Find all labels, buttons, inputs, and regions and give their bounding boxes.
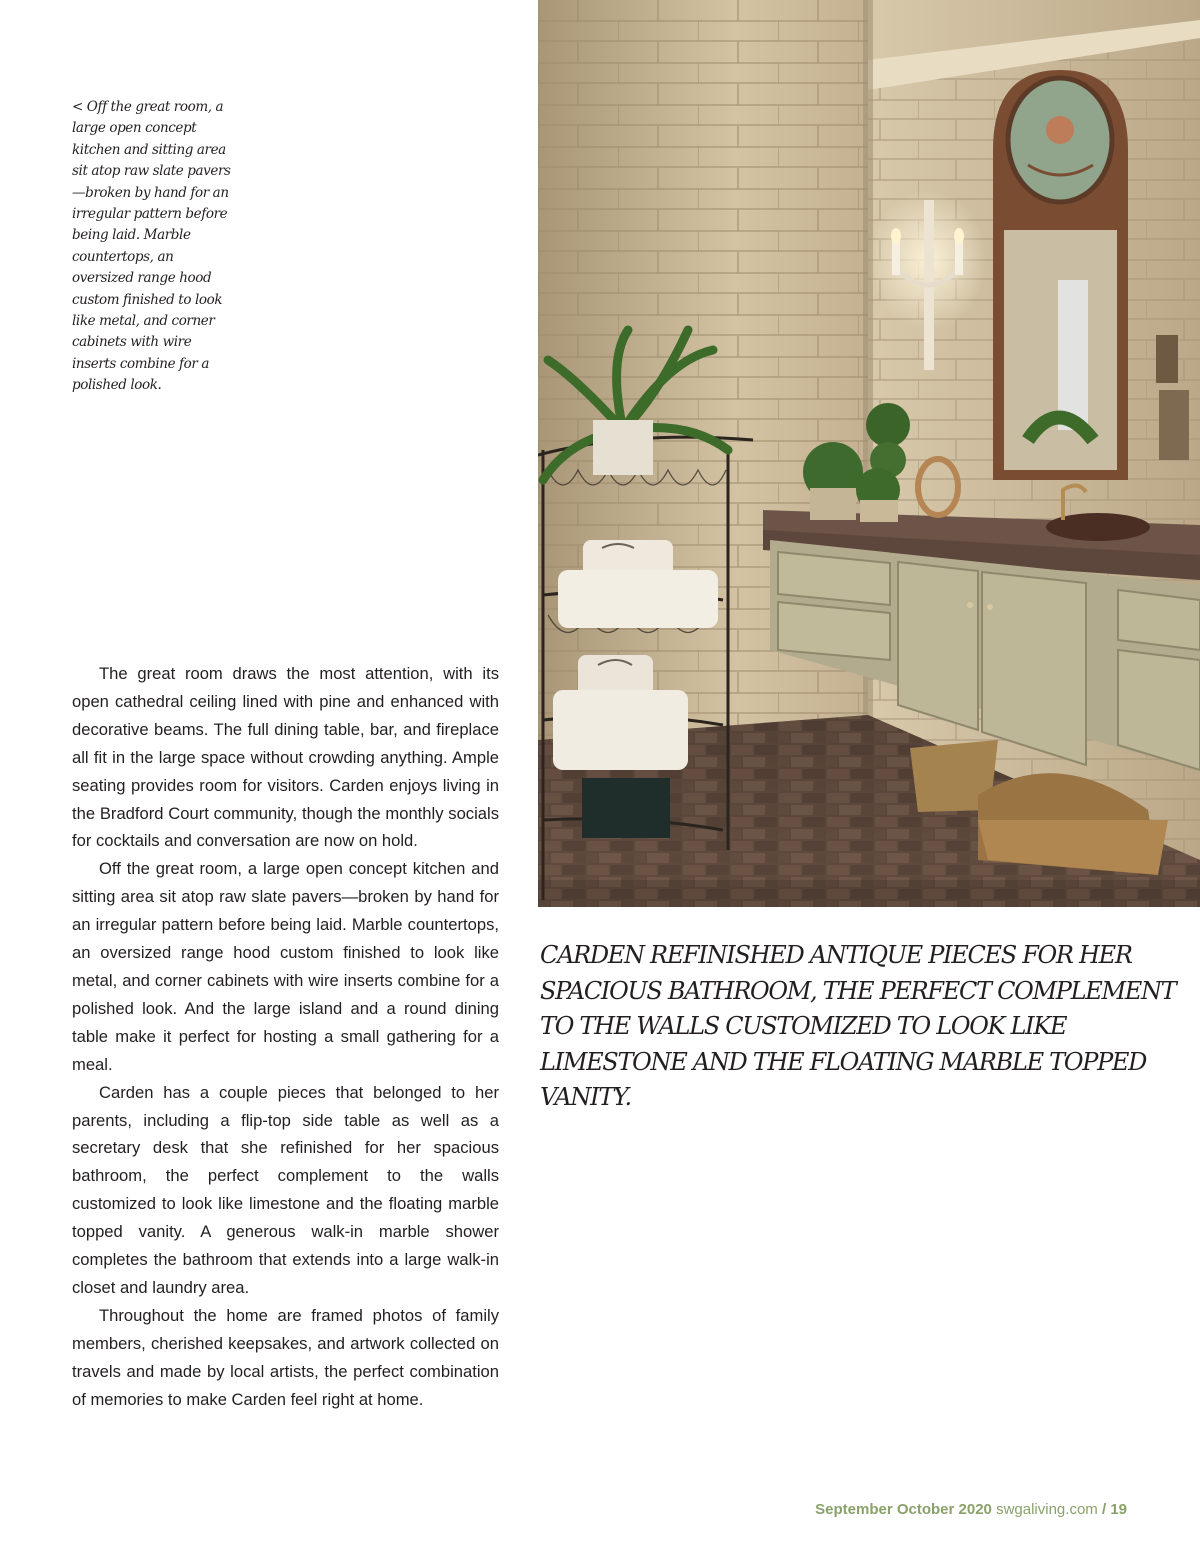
article-paragraph: Throughout the home are framed photos of family members, cherished keepsakes, and artwork collected on travels and made by local artists, the perfect combination of memories to make Carden feel right at home. — [72, 1305, 499, 1409]
article-paragraph: Carden has a couple pieces that belonged to her parents, including a flip-top side table as well as a secretary desk that she refinished for her spacious bathroom, the perfect complement to the walls customized to look like limestone and the floating marble topped vanity. A generous walk-in marble shower completes the bathroom that extends into a large walk-in closet and laundry area. — [72, 1082, 499, 1297]
page-footer — [815, 1501, 1127, 1518]
page-separator: / — [1101, 1501, 1107, 1518]
bathroom-photo — [538, 0, 1200, 907]
website-link[interactable]: swgaliving.com — [996, 1501, 1098, 1518]
pull-quote: CARDEN REFINISHED ANTIQUE PIECES FOR HER SPACIOUS BATHROOM, THE PERFECT COMPLEMENT TO THE WALLS CUSTOMIZED TO LOOK LIKE LIMESTONE AND THE FLOATING MARBLE TOPPED VANITY. — [540, 941, 1176, 1112]
page-number: 19 — [1110, 1501, 1127, 1518]
article-paragraph: The great room draws the most attention, with its open cathedral ceiling lined with pine and enhanced with decorative beams. The full dining table, bar, and fireplace all fit in the large space without crowding anything. Ample seating provides room for visitors. Carden enjoys living in the Bradford Court community, though the monthly socials for cocktails and conversation are now on hold. — [72, 664, 499, 851]
article-paragraph: Off the great room, a large open concept kitchen and sitting area sit atop raw slate pavers—broken by hand for an irregular pattern before being laid. Marble countertops, an oversized range hood custom finished to look like metal, and corner cabinets with wire inserts combine for a polished look. And the large island and a round dining table make it perfect for hosting a small gathering for a meal. — [72, 859, 499, 1074]
article-body — [72, 660, 499, 1413]
issue-date: September October 2020 — [815, 1501, 992, 1518]
photo-caption: < Off the great room, a large open concept kitchen and sitting area sit atop raw slate pavers—broken by hand for an irregular pattern before being laid. Marble countertops, an oversized range hood custom finished to look like metal, and corner cabinets with wire inserts combine for a polished look. — [72, 99, 231, 394]
